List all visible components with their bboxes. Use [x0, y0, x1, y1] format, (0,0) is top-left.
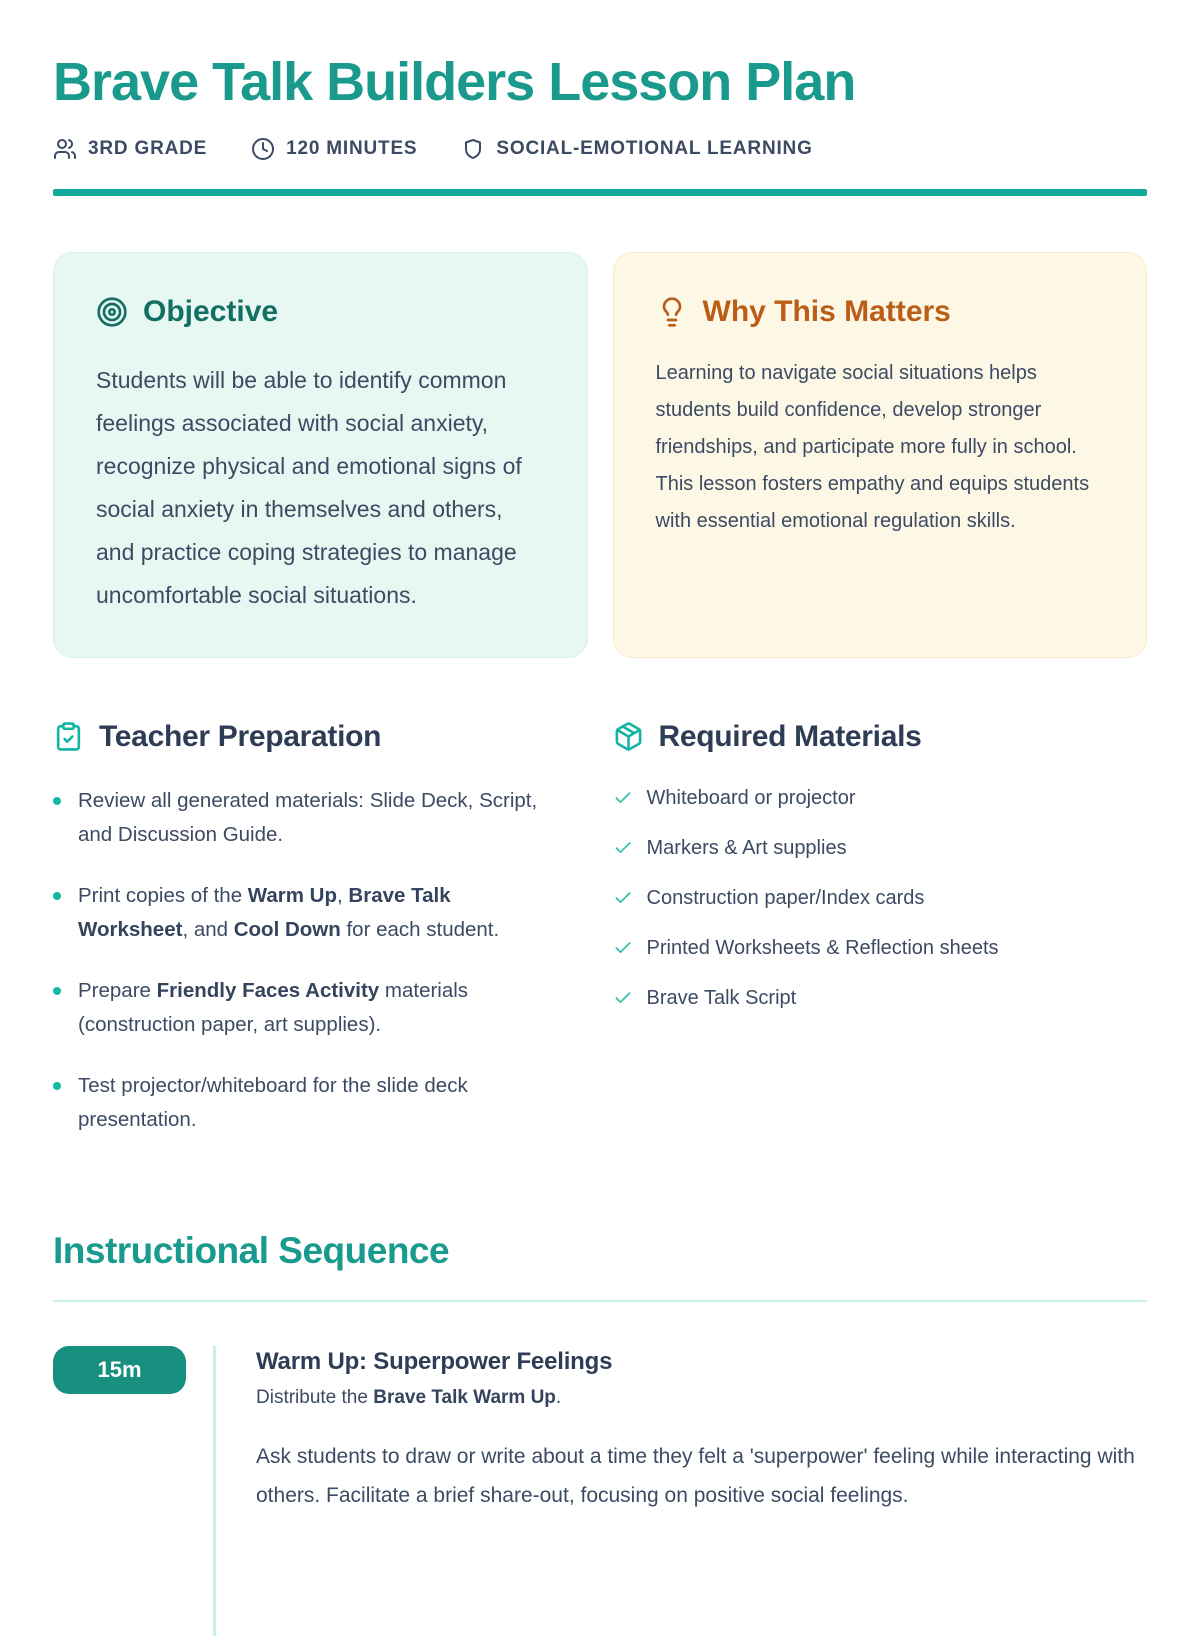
check-icon	[613, 838, 633, 858]
header-divider	[53, 189, 1147, 196]
list-item	[53, 784, 588, 852]
why-this-matters-card	[613, 252, 1148, 658]
duration-badge: 15m	[53, 1346, 186, 1394]
meta-subject	[461, 137, 812, 161]
page-title: Brave Talk Builders Lesson Plan	[53, 52, 856, 112]
material-item-text: Markers & Art supplies	[646, 836, 847, 859]
list-item	[613, 834, 1148, 863]
check-icon	[613, 988, 633, 1008]
check-icon	[613, 888, 633, 908]
list-item	[613, 784, 1148, 813]
material-item-text: Whiteboard or projector	[646, 786, 856, 809]
required-materials-column	[613, 720, 1148, 1164]
bullet-dot	[53, 987, 61, 995]
teacher-preparation-column	[53, 720, 588, 1164]
required-materials-header	[613, 720, 1148, 754]
prep-item-text: Test projector/whiteboard for the slide deck presentation.	[78, 1073, 468, 1131]
meta-grade	[53, 137, 207, 161]
objective-card-header	[96, 295, 545, 329]
why-card-body: Learning to navigate social situations helps students build confidence, develop stronger friendships, and participate more fully in school. This lesson fosters empathy and equips students with essential emotional regulation skills.	[655, 361, 1090, 532]
prep-materials-section	[53, 720, 1147, 1164]
timeline-line	[213, 1346, 216, 1636]
target-icon	[96, 296, 128, 328]
required-materials-list	[613, 784, 1148, 1013]
teacher-preparation-title: Teacher Preparation	[99, 719, 382, 753]
step-subtitle: Distribute the Brave Talk Warm Up.	[256, 1386, 562, 1408]
objective-card-title: Objective	[143, 294, 279, 328]
package-icon	[613, 721, 644, 752]
check-icon	[613, 938, 633, 958]
clock-icon	[251, 137, 275, 161]
bullet-dot	[53, 797, 61, 805]
users-icon	[53, 137, 77, 161]
step-description: Ask students to draw or write about a time they felt a 'superpower' feeling while interacting with others. Facilitate a brief share-out, focusing on positive social feelings.	[256, 1444, 1135, 1507]
objective-card	[53, 252, 588, 658]
material-item-text: Construction paper/Index cards	[646, 886, 925, 909]
meta-duration	[251, 137, 417, 161]
bullet-dot	[53, 892, 61, 900]
instructional-sequence-title: Instructional Sequence	[53, 1229, 450, 1271]
list-item	[53, 879, 588, 947]
duration-label: 120 MINUTES	[286, 137, 418, 159]
objective-card-body: Students will be able to identify common feelings associated with social anxiety, recognize physical and emotional signs of social anxiety in themselves and others, and practice coping strategies to manage uncomfortable social situations.	[96, 366, 522, 608]
clipboard-check-icon	[53, 721, 84, 752]
grade-label: 3RD GRADE	[88, 137, 208, 159]
summary-cards	[53, 252, 1147, 658]
material-item-text: Brave Talk Script	[646, 986, 797, 1009]
instructional-sequence-section	[53, 1230, 1147, 1636]
prep-item-text: Print copies of the Warm Up, Brave Talk Worksheet, and Cool Down for each student.	[78, 883, 500, 941]
teacher-preparation-list	[53, 784, 588, 1137]
bullet-dot	[53, 1082, 61, 1090]
why-card-header	[656, 295, 1105, 329]
list-item	[613, 934, 1148, 963]
shield-icon	[461, 137, 485, 161]
why-card-title: Why This Matters	[702, 294, 951, 328]
lesson-plan-page	[53, 0, 1147, 1636]
teacher-preparation-header	[53, 720, 588, 754]
list-item	[613, 884, 1148, 913]
subject-label: SOCIAL-EMOTIONAL LEARNING	[496, 137, 813, 159]
list-item	[613, 984, 1148, 1013]
step-duration-column	[53, 1346, 186, 1636]
prep-item-text: Prepare Friendly Faces Activity materials (construction paper, art supplies).	[78, 978, 469, 1036]
sequence-step-warm-up	[53, 1346, 1147, 1636]
lesson-meta-row	[53, 137, 1147, 161]
list-item	[53, 1069, 588, 1137]
step-content	[256, 1346, 1147, 1636]
required-materials-title: Required Materials	[658, 719, 922, 753]
list-item	[53, 974, 588, 1042]
sequence-divider	[53, 1300, 1147, 1302]
prep-item-text: Review all generated materials: Slide Deck, Script, and Discussion Guide.	[78, 788, 538, 846]
step-title: Warm Up: Superpower Feelings	[256, 1347, 613, 1375]
material-item-text: Printed Worksheets & Reflection sheets	[646, 936, 999, 959]
lightbulb-icon	[656, 296, 688, 328]
check-icon	[613, 788, 633, 808]
